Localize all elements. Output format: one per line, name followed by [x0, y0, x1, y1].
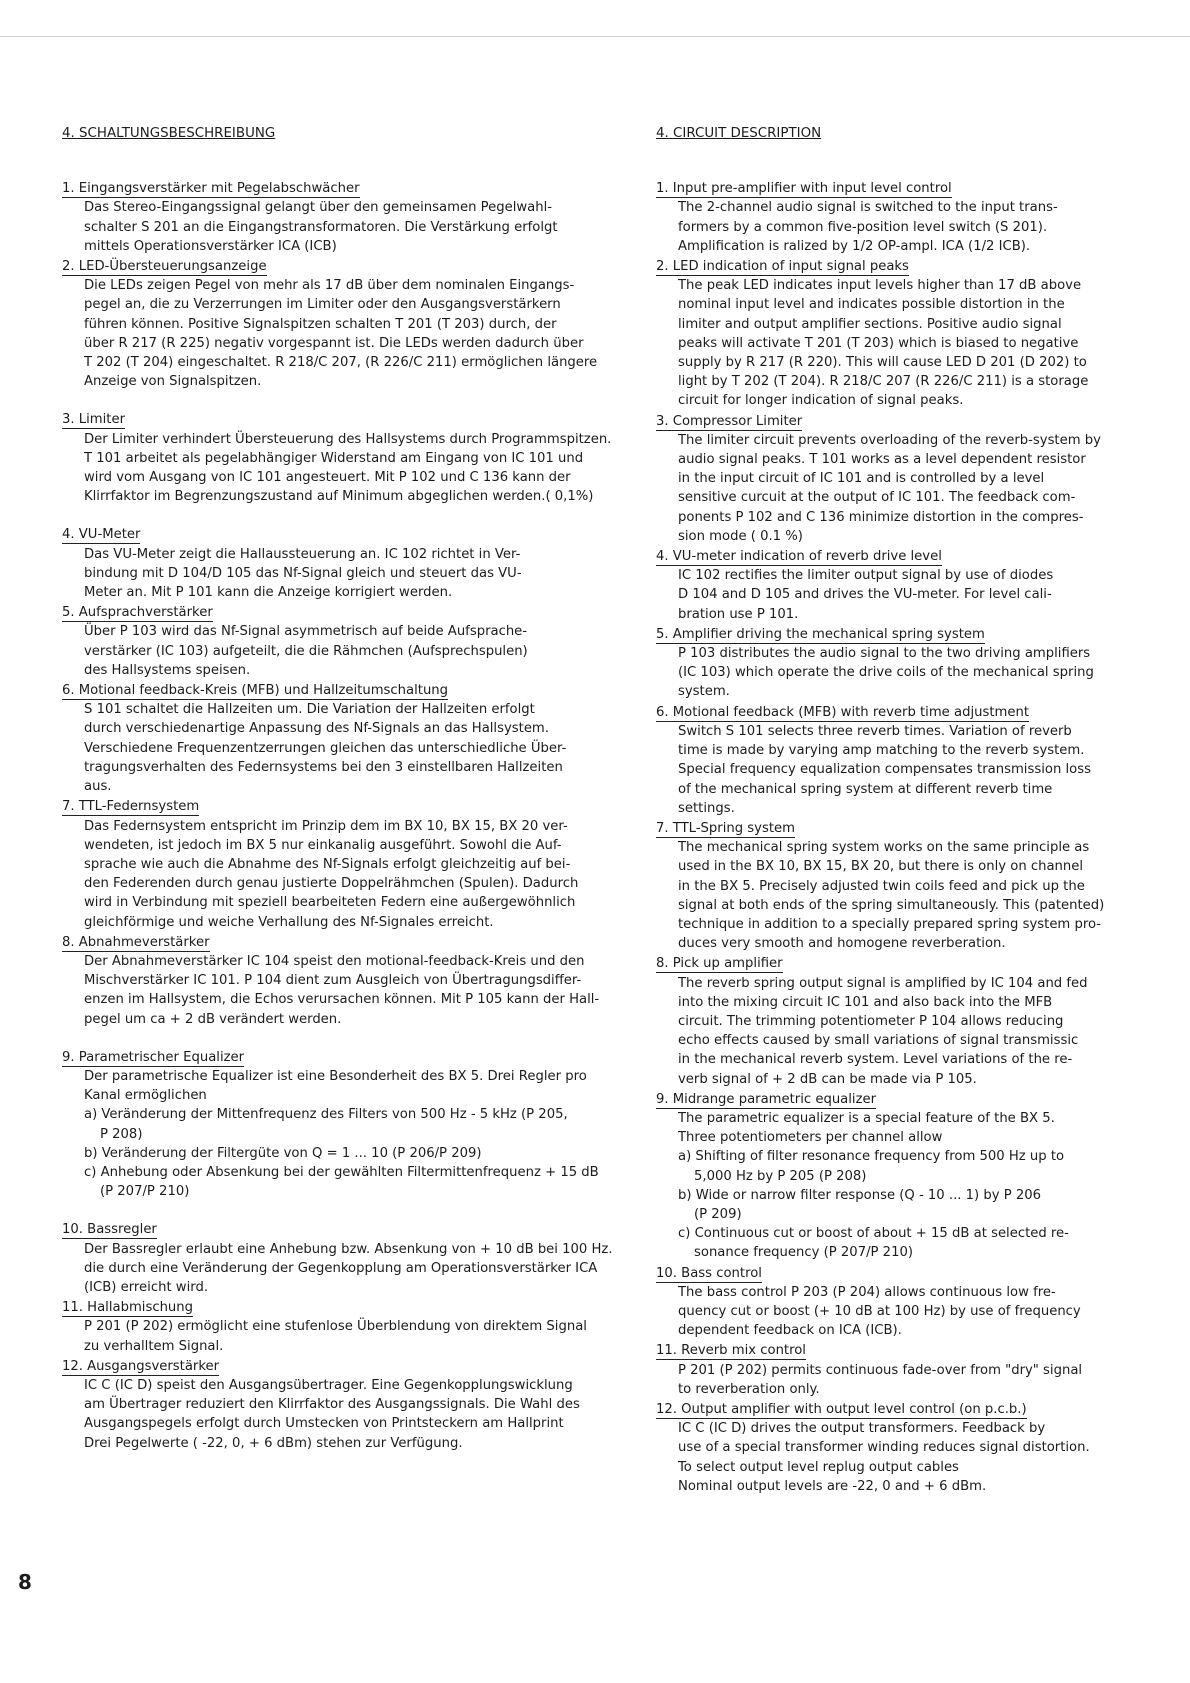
section — [62, 603, 652, 680]
body-line: use of a special transformer winding reduces signal distortion. — [678, 1440, 1090, 1456]
section — [62, 681, 652, 796]
section — [656, 179, 1148, 256]
body-line: bindung mit D 104/D 105 das Nf-Signal gleich und steuert das VU- — [84, 565, 522, 581]
section-gap — [62, 391, 652, 410]
german-sections — [62, 179, 652, 1454]
body-line: The 2-channel audio signal is switched to the input trans- — [678, 200, 1058, 216]
section-heading: 11. Reverb mix control — [656, 1343, 806, 1359]
body-line: wendeten, ist jedoch im BX 5 nur einkanalig ausgeführt. Sowohl die Auf- — [84, 837, 562, 853]
section-body — [62, 545, 652, 603]
body-line: The reverb spring output signal is amplified by IC 104 and fed — [678, 975, 1088, 991]
body-line: Mischverstärker IC 101. P 104 dient zum Ausgleich von Übertragungsdiffer- — [84, 973, 582, 989]
section-heading: 1. Eingangsverstärker mit Pegelabschwächer — [62, 181, 360, 197]
body-line: time is made by varying amp matching to the reverb system. — [678, 743, 1085, 759]
body-line: in the mechanical reverb system. Level variations of the re- — [678, 1052, 1073, 1068]
section-heading: 1. Input pre-amplifier with input level control — [656, 181, 952, 197]
section-gap — [656, 1496, 1148, 1497]
section-heading: 6. Motional feedback (MFB) with reverb time adjustment — [656, 704, 1029, 720]
body-line: ponents P 102 and C 136 minimize distortion in the compres- — [678, 509, 1084, 525]
body-line: echo effects caused by small variations of signal transmissic — [678, 1033, 1079, 1049]
body-line: circuit. The trimming potentiometer P 104 allows reducing — [678, 1013, 1064, 1029]
section — [62, 1220, 652, 1297]
section-gap — [62, 506, 652, 525]
section-heading: 6. Motional feedback-Kreis (MFB) und Hallzeitumschaltung — [62, 683, 449, 699]
body-line: wird in Verbindung mit speziell bearbeiteten Federn eine außergewöhnlich — [84, 895, 576, 911]
body-line: T 101 arbeitet als pegelabhängiger Widerstand am Eingang von IC 101 und — [84, 450, 584, 466]
section-body — [62, 430, 652, 507]
body-line: The peak LED indicates input levels higher than 17 dB above — [678, 278, 1082, 294]
section-body — [656, 276, 1148, 410]
body-line: (P 209) — [694, 1206, 742, 1222]
body-line: Special frequency equalization compensates transmission loss — [678, 762, 1091, 778]
section-body — [656, 1283, 1148, 1341]
section-heading: 4. VU-meter indication of reverb drive level — [656, 549, 942, 565]
body-line: Anzeige von Signalspitzen. — [84, 374, 262, 390]
body-line: technique in addition to a specially prepared spring system pro- — [678, 916, 1102, 932]
body-line: tragungsverhalten des Federnsystems bei den 3 einstellbaren Hallzeiten — [84, 759, 563, 775]
section — [62, 1048, 652, 1202]
body-line: c) Anhebung oder Absenkung bei der gewählten Filtermittenfrequenz + 15 dB — [84, 1164, 599, 1180]
body-line: Meter an. Mit P 101 kann die Anzeige korrigiert werden. — [84, 585, 453, 601]
body-line: durch verschiedenartige Anpassung des Nf-Signals an das Hallsystem. — [84, 721, 549, 737]
body-line: limiter and output amplifier sections. Positive audio signal — [678, 316, 1062, 332]
section — [656, 1090, 1148, 1263]
section-heading: 12. Output amplifier with output level control (on p.c.b.) — [656, 1402, 1027, 1417]
section-body — [62, 622, 652, 680]
body-line: Über P 103 wird das Nf-Signal asymmetrisch auf beide Aufsprache- — [84, 624, 528, 640]
section-body — [62, 952, 652, 1029]
body-line: P 103 distributes the audio signal to the two driving amplifiers — [678, 646, 1091, 662]
section-heading: 2. LED-Übersteuerungsanzeige — [62, 259, 267, 275]
section — [62, 1357, 652, 1453]
body-line: supply by R 217 (R 220). This will cause LED D 201 (D 202) to — [678, 355, 1087, 371]
english-sections — [656, 179, 1148, 1497]
body-line: (ICB) erreicht wird. — [84, 1279, 209, 1295]
section-heading: 10. Bassregler — [62, 1222, 157, 1238]
body-line: Amplification is ralized by 1/2 OP-ampl. ICA (1/2 ICB). — [678, 238, 1031, 254]
top-rule — [0, 36, 1190, 37]
body-line: S 101 schaltet die Hallzeiten um. Die Variation der Hallzeiten erfolgt — [84, 702, 535, 718]
body-line: a) Shifting of filter resonance frequency from 500 Hz up to — [678, 1149, 1065, 1165]
english-column — [656, 124, 1148, 1497]
body-line: The bass control P 203 (P 204) allows continuous low fre- — [678, 1284, 1056, 1300]
body-line: The mechanical spring system works on the same principle as — [678, 840, 1090, 856]
section — [656, 412, 1148, 546]
section — [656, 547, 1148, 624]
body-line: Der parametrische Equalizer ist eine Besonderheit des BX 5. Drei Regler pro — [84, 1068, 587, 1084]
body-line: verstärker (IC 103) aufgeteilt, die die Rähmchen (Aufsprechspulen) — [84, 643, 528, 659]
body-line: Der Abnahmeverstärker IC 104 speist den motional-feedback-Kreis und den — [84, 953, 585, 969]
body-line: b) Veränderung der Filtergüte von Q = 1 ... 10 (P 206/P 209) — [84, 1145, 482, 1161]
body-line: (P 207/P 210) — [100, 1184, 190, 1200]
body-line: enzen im Hallsystem, die Echos verursachen können. Mit P 105 kann der Hall- — [84, 992, 600, 1008]
body-line: den Federenden durch genau justierte Doppelrähmchen (Spulen). Dadurch — [84, 876, 579, 892]
section-body — [656, 566, 1148, 624]
section-body — [62, 817, 652, 932]
section — [656, 1400, 1148, 1496]
body-line: quency cut or boost (+ 10 dB at 100 Hz) by use of frequency — [678, 1303, 1081, 1319]
body-line: The parametric equalizer is a special feature of the BX 5. — [678, 1110, 1055, 1126]
body-line: schalter S 201 an die Eingangstransformatoren. Die Verstärkung erfolgt — [84, 219, 558, 235]
body-line: Switch S 101 selects three reverb times. Variation of reverb — [678, 723, 1072, 739]
body-line: Der Bassregler erlaubt eine Anhebung bzw. Absenkung von + 10 dB bei 100 Hz. — [84, 1241, 613, 1257]
body-line: pegel um ca + 2 dB verändert werden. — [84, 1011, 342, 1027]
section-heading: 7. TTL-Spring system — [656, 820, 795, 836]
section-body — [62, 700, 652, 796]
body-line: sion mode ( 0.1 %) — [678, 528, 803, 544]
body-line: des Hallsystems speisen. — [84, 662, 251, 678]
section-gap — [62, 1453, 652, 1454]
body-line: into the mixing circuit IC 101 and also back into the MFB — [678, 994, 1053, 1010]
section-heading: 4. VU-Meter — [62, 527, 141, 543]
body-line: P 201 (P 202) permits continuous fade-over from "dry" signal — [678, 1362, 1083, 1378]
section-body — [656, 198, 1148, 256]
body-line: Drei Pegelwerte ( -22, 0, + 6 dBm) stehen zur Verfügung. — [84, 1435, 463, 1451]
body-line: mittels Operationsverstärker ICA (ICB) — [84, 238, 337, 254]
section-body — [62, 276, 652, 391]
body-line: Three potentiometers per channel allow — [678, 1130, 943, 1146]
body-line: pegel an, die zu Verzerrungen im Limiter oder den Ausgangsverstärkern — [84, 297, 561, 313]
body-line: T 202 (T 204) eingeschaltet. R 218/C 207, (R 226/C 211) ermöglichen längere — [84, 355, 598, 371]
body-line: Der Limiter verhindert Übersteuerung des Hallsystems durch Programmspitzen. — [84, 431, 612, 447]
section-heading: 2. LED indication of input signal peaks — [656, 259, 909, 275]
section-heading: 9. Midrange parametric equalizer — [656, 1091, 877, 1107]
section-body — [656, 1419, 1148, 1496]
body-line: circuit for longer indication of signal peaks. — [678, 393, 964, 409]
body-line: audio signal peaks. T 101 works as a level dependent resistor — [678, 452, 1086, 468]
body-line: über R 217 (R 225) negativ vorgespannt ist. Die LEDs werden dadurch über — [84, 335, 584, 351]
section-body — [62, 1067, 652, 1201]
body-line: system. — [678, 684, 730, 700]
body-line: Das Federnsystem entspricht im Prinzip dem im BX 10, BX 15, BX 20 ver- — [84, 818, 568, 834]
body-line: D 104 and D 105 and drives the VU-meter. For level cali- — [678, 587, 1052, 603]
section — [62, 797, 652, 931]
section-heading: 10. Bass control — [656, 1265, 762, 1281]
body-line: The limiter circuit prevents overloading of the reverb-system by — [678, 432, 1101, 448]
body-line: 5,000 Hz by P 205 (P 208) — [694, 1168, 867, 1184]
body-line: duces very smooth and homogene reverberation. — [678, 936, 1006, 952]
body-line: in the input circuit of IC 101 and is controlled by a level — [678, 471, 1045, 487]
body-line: Das Stereo-Eingangssignal gelangt über den gemeinsamen Pegelwahl- — [84, 200, 553, 216]
body-line: Klirrfaktor im Begrenzungszustand auf Minimum abgeglichen werden.( 0,1%) — [84, 489, 594, 505]
body-line: Ausgangspegels erfolgt durch Umstecken von Printsteckern am Hallprint — [84, 1416, 564, 1432]
section-body — [656, 1109, 1148, 1263]
body-line: used in the BX 10, BX 15, BX 20, but there is only on channel — [678, 859, 1084, 875]
body-line: bration use P 101. — [678, 606, 799, 622]
body-line: peaks will activate T 201 (T 203) which is biased to negative — [678, 335, 1079, 351]
body-line: sensitive curcuit at the output of IC 101. The feedback com- — [678, 490, 1076, 506]
section-body — [656, 974, 1148, 1089]
section-body — [62, 198, 652, 256]
body-line: a) Veränderung der Mittenfrequenz des Filters von 500 Hz - 5 kHz (P 205, — [84, 1107, 568, 1123]
section-body — [656, 722, 1148, 818]
section — [62, 179, 652, 256]
body-line: to reverberation only. — [678, 1381, 820, 1397]
section — [62, 410, 652, 506]
section-gap — [62, 1201, 652, 1220]
body-line: wird vom Ausgang von IC 101 angesteuert. Mit P 102 und C 136 kann der — [84, 470, 571, 486]
section-heading: 11. Hallabmischung — [62, 1300, 194, 1316]
body-line: in the BX 5. Precisely adjusted twin coils feed and pick up the — [678, 878, 1085, 894]
body-line: Das VU-Meter zeigt die Hallaussteuerung an. IC 102 richtet in Ver- — [84, 546, 521, 562]
body-line: IC C (IC D) drives the output transformers. Feedback by — [678, 1421, 1046, 1437]
section — [62, 1298, 652, 1356]
section-heading: 5. Aufsprachverstärker — [62, 605, 213, 621]
body-line: (IC 103) which operate the drive coils of the mechanical spring — [678, 665, 1094, 681]
section-heading: 8. Abnahmeverstärker — [62, 934, 210, 950]
section-heading: 3. Limiter — [62, 412, 126, 428]
section-body — [656, 431, 1148, 546]
section — [656, 257, 1148, 411]
body-line: P 208) — [100, 1126, 143, 1142]
body-line: führen können. Positive Signalspitzen schalten T 201 (T 203) durch, der — [84, 316, 557, 332]
section-heading: 9. Parametrischer Equalizer — [62, 1049, 245, 1065]
body-line: Kanal ermöglichen — [84, 1088, 207, 1104]
body-line: P 201 (P 202) ermöglicht eine stufenlose Überblendung von direktem Signal — [84, 1319, 587, 1335]
section-heading: 3. Compressor Limiter — [656, 413, 803, 429]
body-line: sonance frequency (P 207/P 210) — [694, 1245, 913, 1261]
section — [656, 1264, 1148, 1341]
page-number: 8 — [18, 1570, 32, 1594]
section-heading: 8. Pick up amplifier — [656, 956, 783, 972]
section — [62, 525, 652, 602]
body-line: IC C (IC D) speist den Ausgangsübertrager. Eine Gegenkopplungswicklung — [84, 1377, 573, 1393]
section-heading: 5. Amplifier driving the mechanical spring system — [656, 626, 985, 642]
german-title: 4. SCHALTUNGSBESCHREIBUNG — [62, 126, 276, 141]
body-line: formers by a common five-position level switch (S 201). — [678, 219, 1048, 235]
body-line: signal at both ends of the spring simultaneously. This (patented) — [678, 897, 1105, 913]
body-line: aus. — [84, 779, 112, 795]
section-heading: 12. Ausgangsverstärker — [62, 1358, 220, 1374]
german-column — [62, 124, 652, 1454]
section — [62, 257, 652, 391]
body-line: die durch eine Veränderung der Gegenkopplung am Operationsverstärker ICA — [84, 1260, 598, 1276]
body-line: Verschiedene Frequenzentzerrungen gleichen das unterschiedliche Über- — [84, 740, 567, 756]
body-line: IC 102 rectifies the limiter output signal by use of diodes — [678, 568, 1054, 584]
body-line: dependent feedback on ICA (ICB). — [678, 1323, 902, 1339]
section-body — [62, 1317, 652, 1355]
body-line: b) Wide or narrow filter response (Q - 10 ... 1) by P 206 — [678, 1187, 1042, 1203]
section-gap — [62, 1029, 652, 1048]
body-line: zu verhalltem Signal. — [84, 1338, 224, 1354]
section-body — [62, 1240, 652, 1298]
body-line: Nominal output levels are -22, 0 and + 6 dBm. — [678, 1478, 987, 1494]
section — [656, 819, 1148, 953]
body-line: nominal input level and indicates possible distortion in the — [678, 297, 1065, 313]
section — [656, 625, 1148, 702]
section-heading: 7. TTL-Federnsystem — [62, 799, 200, 815]
body-line: Die LEDs zeigen Pegel von mehr als 17 dB über dem nominalen Eingangs- — [84, 278, 575, 294]
body-line: of the mechanical spring system at different reverb time — [678, 781, 1053, 797]
body-line: c) Continuous cut or boost of about + 15 dB at selected re- — [678, 1226, 1069, 1242]
body-line: verb signal of + 2 dB can be made via P 105. — [678, 1071, 977, 1087]
body-line: To select output level replug output cables — [678, 1459, 959, 1475]
body-line: am Übertrager reduziert den Klirrfaktor des Ausgangssignals. Die Wahl des — [84, 1397, 580, 1413]
body-line: sprache wie auch die Abnahme des Nf-Signals erfolgt gleichzeitig auf bei- — [84, 856, 571, 872]
section — [656, 954, 1148, 1088]
body-line: gleichförmige und weiche Verhallung des Nf-Signales erreicht. — [84, 914, 494, 930]
section — [656, 703, 1148, 818]
section-body — [656, 644, 1148, 702]
english-title: 4. CIRCUIT DESCRIPTION — [656, 126, 822, 141]
section — [656, 1341, 1148, 1399]
body-line: light by T 202 (T 204). R 218/C 207 (R 226/C 211) is a storage — [678, 374, 1089, 390]
section-body — [656, 1361, 1148, 1399]
section-body — [62, 1376, 652, 1453]
section — [62, 933, 652, 1029]
section-body — [656, 838, 1148, 953]
body-line: settings. — [678, 800, 735, 816]
